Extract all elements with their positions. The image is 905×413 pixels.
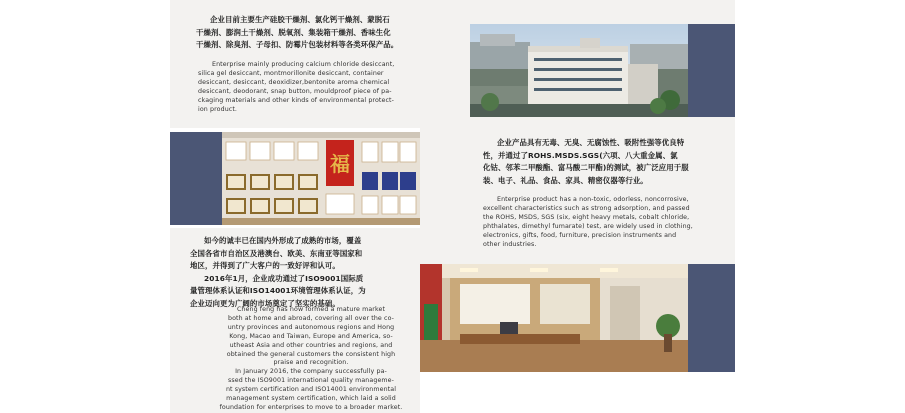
market-en-line: nt system certification and ISO14001 environmental (225, 386, 397, 394)
certificate-character: 福 (330, 152, 350, 176)
market-en-line: untry provinces and autonomous regions and Hong (227, 323, 395, 331)
market-en-line: praise and recognition. (273, 359, 349, 367)
intro-cn-line: 干燥剂、膨润土干燥剂、脱氧剂、集装箱干燥剂、香味生化 (196, 27, 391, 37)
product-cn-line: 性，并通过了ROHS.MSDS.SGS(六项、八大重金属、氯 (483, 150, 678, 160)
market-en-line: both at home and abroad, covering all over the co- (227, 314, 395, 322)
market-cn-line: 全国各省市自治区及港澳台、欧美、东南亚等国家和 (190, 248, 363, 258)
product-en-line: Enterprise product has a non-toxic, odorless, noncorrosive, (497, 196, 689, 203)
market-en-line: utheast Asia and other countries and regions, and (229, 341, 393, 349)
factory-building-photo (470, 24, 688, 117)
market-cn-line: 如今的诚丰已在国内外形成了成熟的市场，覆盖 (204, 236, 362, 245)
product-en-line: excellent characteristics such as strong adsorption, and passed (483, 204, 690, 212)
market-en-line: foundation for enterprises to move to a broader market. (219, 403, 403, 411)
intro-en-line: desiccant, deodorant, snap button, mouldproof piece of pa- (198, 87, 392, 95)
market-en-line: obtained the general customers the consistent high (226, 350, 396, 358)
market-cn-line: 地区，并得到了广大客户的一致好评和认可。 (190, 261, 340, 270)
market-en-line: In January 2016, the company successfully pa- (235, 368, 387, 376)
intro-en-line: desiccant, desiccant, deoxidizer,bentonite aroma chemical (198, 78, 390, 86)
intro-en-line: ion product. (198, 105, 238, 113)
intro-cn-line: 企业目前主要生产硅胶干燥剂、氯化钙干燥剂、蒙脱石 (210, 15, 390, 24)
intro-cn-line: 干燥剂、除臭剂、子母扣、防霉片包装材料等各类环保产品。 (196, 40, 399, 49)
product-en-line: other industries. (483, 240, 537, 248)
intro-en-line: Enterprise mainly producing calcium chloride desiccant, (212, 61, 395, 68)
market-cn-line: 量管理体系认证和ISO14001环境管理体系认证，为 (190, 286, 366, 295)
product-en-line: electronics, gifts, food, furniture, precision instruments and (483, 231, 677, 239)
market-chinese-text (190, 235, 366, 310)
navy-block-middle (170, 132, 222, 225)
intro-en-line: silica gel desiccant, montmorillonite desiccant, container (198, 69, 384, 77)
market-en-line: Cheng feng has now formed a mature market (236, 306, 386, 313)
intro-chinese-text (196, 14, 398, 52)
market-cn-line: 企业迈向更为广阔的市场奠定了坚实的基础。 (190, 298, 340, 308)
market-en-line: management system certification, which laid a solid (226, 395, 396, 403)
product-cn-line: 企业产品具有无毒、无臭、无腐蚀性、吸附性强等优良特 (497, 138, 685, 147)
office-interior-photo (420, 264, 688, 372)
intro-english-text (198, 61, 394, 114)
product-chinese-text (483, 137, 689, 187)
market-cn-line: 2016年1月，企业成功通过了ISO9001国际质 (204, 273, 364, 283)
navy-block-bottom (688, 264, 735, 372)
product-english-text (483, 196, 693, 249)
market-en-line: ssed the ISO9001 international quality manageme- (227, 377, 395, 385)
product-cn-line: 化钴、邻苯二甲酸酯、富马酸二甲酯)的测试，被广泛应用于服 (483, 163, 689, 172)
product-cn-line: 装、电子、礼品、食品、家具、精密仪器等行业。 (483, 175, 648, 185)
intro-en-line: ckaging materials and other kinds of environmental protect- (198, 96, 394, 104)
market-en-line: Kong, Macao and Taiwan, Europe and America, so- (229, 332, 393, 340)
certificate-wall-photo (222, 132, 420, 225)
product-en-line: the ROHS, MSDS, SGS (six, eight heavy metals, cobalt chloride, (483, 213, 690, 221)
navy-block-top (688, 24, 735, 117)
market-english-text (208, 306, 414, 413)
product-en-line: phthalates, dimethyl fumarate) test, are widely used in clothing, (483, 222, 693, 230)
